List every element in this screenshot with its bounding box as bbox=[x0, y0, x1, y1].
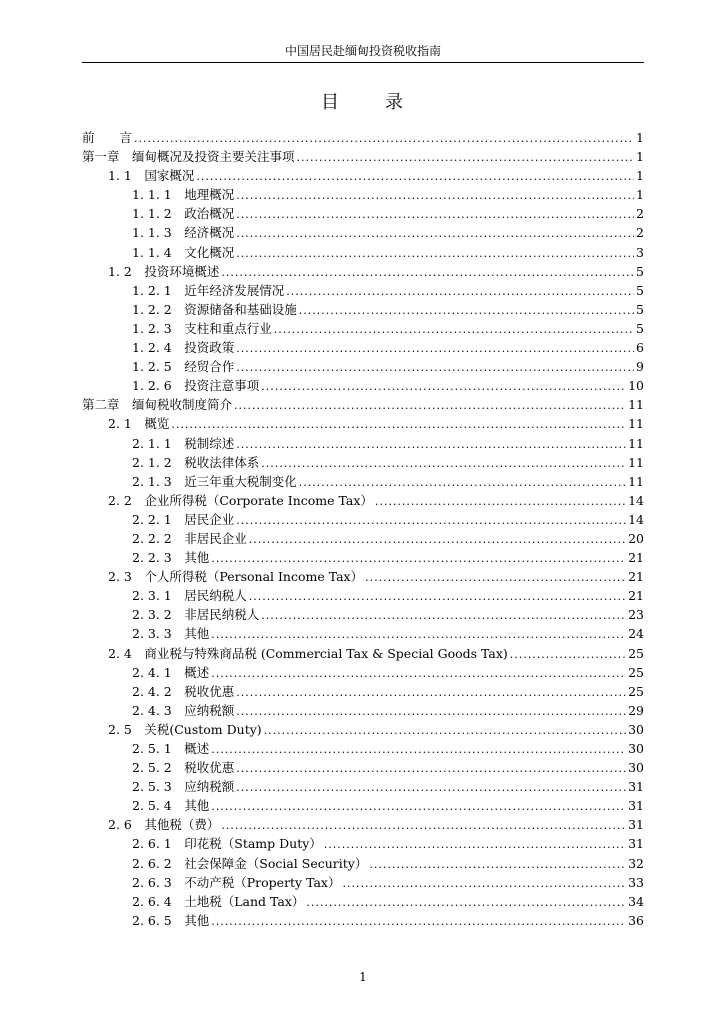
toc-entry-page: 5 bbox=[636, 263, 644, 279]
toc-dot-leader bbox=[211, 625, 626, 644]
toc-entry-page: 1 bbox=[636, 149, 644, 165]
toc-entry[interactable] bbox=[82, 854, 644, 873]
toc-entry-page: 11 bbox=[628, 454, 644, 470]
toc-entry-page: 34 bbox=[628, 893, 644, 909]
toc-entry-page: 3 bbox=[636, 244, 644, 260]
toc-dot-leader bbox=[134, 129, 634, 148]
toc-dot-leader bbox=[306, 893, 626, 912]
toc-entry-label: 1. 1. 4 文化概况 bbox=[132, 244, 235, 260]
toc-dot-leader bbox=[261, 606, 626, 625]
toc-entry-label: 2. 4. 2 税收优惠 bbox=[132, 683, 235, 699]
toc-dot-leader bbox=[236, 511, 626, 530]
toc-dot-leader bbox=[299, 473, 626, 492]
toc-entry-label: 1. 2 投资环境概述 bbox=[108, 263, 220, 279]
toc-entry-label: 2. 3 个人所得税（Personal Income Tax） bbox=[108, 569, 364, 585]
toc-entry[interactable] bbox=[82, 624, 644, 643]
toc-entry-label: 1. 2. 4 投资政策 bbox=[132, 340, 235, 356]
toc-dot-leader bbox=[236, 205, 634, 224]
toc-entry-page: 31 bbox=[628, 817, 644, 833]
toc-entry-label: 2. 4. 3 应纳税额 bbox=[132, 702, 235, 718]
toc-dot-leader bbox=[375, 492, 626, 511]
toc-dot-leader bbox=[236, 759, 626, 778]
toc-entry-page: 2 bbox=[636, 206, 644, 222]
toc-entry-page: 33 bbox=[628, 874, 644, 890]
toc-entry-label: 2. 1. 2 税收法律体系 bbox=[132, 454, 260, 470]
toc-dot-leader bbox=[221, 263, 634, 282]
toc-entry[interactable] bbox=[82, 815, 644, 834]
toc-entry-label: 第一章 缅甸概况及投资主要关注事项 bbox=[82, 149, 295, 165]
toc-entry-page: 31 bbox=[628, 836, 644, 852]
toc-entry[interactable] bbox=[82, 128, 644, 147]
toc-entry-page: 5 bbox=[636, 320, 644, 336]
toc-entry[interactable] bbox=[82, 739, 644, 758]
toc-entry[interactable] bbox=[82, 262, 644, 281]
toc-entry-page: 2 bbox=[636, 225, 644, 241]
toc-entry-page: 30 bbox=[628, 760, 644, 776]
header-divider bbox=[82, 62, 644, 63]
toc-entry[interactable] bbox=[82, 281, 644, 300]
toc-entry-page: 25 bbox=[628, 645, 644, 661]
toc-dot-leader bbox=[236, 778, 626, 797]
toc-dot-leader bbox=[324, 835, 626, 854]
toc-dot-leader bbox=[171, 415, 626, 434]
toc-entry-page: 1 bbox=[636, 187, 644, 203]
toc-entry-page: 10 bbox=[628, 378, 644, 394]
toc-entry-page: 11 bbox=[628, 397, 644, 413]
toc-entry-label: 2. 3. 3 其他 bbox=[132, 626, 210, 642]
toc-entry-page: 5 bbox=[636, 301, 644, 317]
toc-entry-page: 11 bbox=[628, 435, 644, 451]
toc-entry[interactable] bbox=[82, 376, 644, 395]
toc-dot-leader bbox=[369, 855, 626, 874]
toc-entry[interactable] bbox=[82, 777, 644, 796]
toc-dot-leader bbox=[211, 549, 626, 568]
toc-entry-label: 1. 1. 3 经济概况 bbox=[132, 225, 235, 241]
toc-dot-leader bbox=[342, 874, 626, 893]
toc-entry-label: 2. 4 商业税与特殊商品税 (Commercial Tax & Special Goods Tax) bbox=[108, 645, 508, 661]
toc-dot-leader bbox=[261, 454, 626, 473]
toc-title-right: 录 bbox=[385, 92, 405, 113]
toc-entry-page: 21 bbox=[628, 550, 644, 566]
toc-dot-leader bbox=[261, 377, 626, 396]
toc-dot-leader bbox=[274, 320, 634, 339]
toc-entry[interactable] bbox=[82, 319, 644, 338]
page-number: 1 bbox=[359, 970, 367, 984]
toc-entry[interactable] bbox=[82, 204, 644, 223]
toc-entry[interactable] bbox=[82, 586, 644, 605]
toc-entry[interactable] bbox=[82, 529, 644, 548]
toc-entry-label: 1. 1 国家概况 bbox=[108, 168, 195, 184]
toc-entry[interactable] bbox=[82, 701, 644, 720]
toc-dot-leader bbox=[196, 167, 634, 186]
toc-entry-label: 2. 5. 2 税收优惠 bbox=[132, 760, 235, 776]
toc-entry-label: 2. 5. 3 应纳税额 bbox=[132, 779, 235, 795]
toc-entry-page: 20 bbox=[628, 530, 644, 546]
toc-dot-leader bbox=[221, 816, 626, 835]
toc-entry-page: 5 bbox=[636, 282, 644, 298]
toc-entry-page: 23 bbox=[628, 607, 644, 623]
toc-entry-page: 11 bbox=[628, 473, 644, 489]
toc-entry[interactable] bbox=[82, 892, 644, 911]
toc-dot-leader bbox=[234, 396, 626, 415]
toc-entry[interactable] bbox=[82, 567, 644, 586]
toc-entry-label: 1. 2. 3 支柱和重点行业 bbox=[132, 320, 272, 336]
toc-entry-label: 2. 1. 1 税制综述 bbox=[132, 435, 235, 451]
toc-entry-page: 14 bbox=[628, 511, 644, 527]
toc-entry-page: 24 bbox=[628, 626, 644, 642]
toc-entry-label: 2. 5 关税(Custom Duty) bbox=[108, 721, 262, 737]
toc-entry-page: 25 bbox=[628, 664, 644, 680]
toc-dot-leader bbox=[249, 587, 626, 606]
toc-dot-leader bbox=[211, 912, 626, 931]
toc-entry-label: 2. 5. 4 其他 bbox=[132, 798, 210, 814]
toc-entry[interactable] bbox=[82, 663, 644, 682]
toc-dot-leader bbox=[264, 721, 626, 740]
toc-entry-label: 前 言 bbox=[82, 130, 133, 145]
toc-dot-leader bbox=[236, 435, 626, 454]
toc-dot-leader bbox=[211, 797, 626, 816]
toc-dot-leader bbox=[236, 224, 634, 243]
toc-entry[interactable] bbox=[82, 758, 644, 777]
toc-entry[interactable] bbox=[82, 834, 644, 853]
toc-entry[interactable] bbox=[82, 434, 644, 453]
toc-entry-page: 32 bbox=[628, 855, 644, 871]
toc-entry-label: 2. 2. 3 其他 bbox=[132, 550, 210, 566]
toc-entry-label: 2. 6 其他税（费） bbox=[108, 817, 220, 833]
toc-entry-page: 21 bbox=[628, 569, 644, 585]
toc-entry[interactable] bbox=[82, 185, 644, 204]
toc-entry[interactable] bbox=[82, 644, 644, 663]
toc-entry-page: 1 bbox=[636, 168, 644, 184]
toc-entry-label: 2. 4. 1 概述 bbox=[132, 664, 210, 680]
toc-dot-leader bbox=[510, 645, 626, 664]
toc-entry-label: 2. 2. 2 非居民企业 bbox=[132, 530, 247, 546]
toc-dot-leader bbox=[249, 530, 626, 549]
toc-entry-label: 2. 3. 1 居民纳税人 bbox=[132, 588, 247, 604]
toc-entry-label: 2. 2. 1 居民企业 bbox=[132, 511, 235, 527]
toc-entry[interactable] bbox=[82, 548, 644, 567]
toc-entry-label: 2. 6. 4 土地税（Land Tax） bbox=[132, 893, 305, 909]
toc-entry-label: 2. 2 企业所得税（Corporate Income Tax） bbox=[108, 492, 373, 508]
toc-entry[interactable] bbox=[82, 338, 644, 357]
toc-entry[interactable] bbox=[82, 682, 644, 701]
toc-entry[interactable] bbox=[82, 491, 644, 510]
toc-entry[interactable] bbox=[82, 357, 644, 376]
toc-entry-label: 2. 1. 3 近三年重大税制变化 bbox=[132, 473, 297, 489]
toc-dot-leader bbox=[236, 702, 626, 721]
toc-title-left: 目 bbox=[321, 92, 341, 113]
table-of-contents bbox=[82, 128, 644, 930]
toc-entry[interactable] bbox=[82, 605, 644, 624]
toc-dot-leader bbox=[236, 683, 626, 702]
toc-entry-label: 1. 1. 2 政治概况 bbox=[132, 206, 235, 222]
toc-entry[interactable] bbox=[82, 300, 644, 319]
toc-entry-page: 11 bbox=[628, 416, 644, 432]
toc-dot-leader bbox=[299, 301, 634, 320]
toc-entry[interactable] bbox=[82, 223, 644, 242]
toc-entry-label: 2. 6. 1 印花税（Stamp Duty） bbox=[132, 836, 322, 852]
toc-entry-label: 2. 1 概览 bbox=[108, 416, 170, 432]
toc-entry-label: 2. 5. 1 概述 bbox=[132, 741, 210, 756]
toc-entry-label: 2. 3. 2 非居民纳税人 bbox=[132, 607, 260, 623]
toc-entry[interactable] bbox=[82, 472, 644, 491]
toc-entry-label: 1. 2. 5 经贸合作 bbox=[132, 359, 235, 375]
toc-entry[interactable] bbox=[82, 873, 644, 892]
page-header-title: 中国居民赴缅甸投资税收指南 bbox=[284, 44, 441, 58]
toc-entry-label: 2. 6. 3 不动产税（Property Tax） bbox=[132, 874, 341, 890]
toc-entry-page: 21 bbox=[628, 588, 644, 604]
toc-dot-leader bbox=[236, 339, 634, 358]
toc-dot-leader bbox=[236, 186, 634, 205]
toc-entry-label: 2. 6. 5 其他 bbox=[132, 912, 210, 928]
toc-entry-label: 1. 2. 2 资源储备和基础设施 bbox=[132, 301, 297, 317]
toc-entry-page: 29 bbox=[628, 702, 644, 718]
toc-entry-page: 30 bbox=[628, 721, 644, 737]
toc-entry-page: 30 bbox=[628, 741, 644, 756]
toc-entry[interactable] bbox=[82, 796, 644, 815]
toc-entry-label: 1. 2. 6 投资注意事项 bbox=[132, 378, 260, 394]
toc-entry-label: 2. 6. 2 社会保障金（Social Security） bbox=[132, 855, 368, 871]
toc-entry-page: 31 bbox=[628, 798, 644, 814]
toc-entry-page: 6 bbox=[636, 340, 644, 356]
toc-dot-leader bbox=[211, 664, 626, 683]
toc-entry[interactable] bbox=[82, 166, 644, 185]
toc-entry-label: 1. 2. 1 近年经济发展情况 bbox=[132, 282, 285, 298]
toc-entry-page: 25 bbox=[628, 683, 644, 699]
toc-entry-label: 第二章 缅甸税收制度简介 bbox=[82, 397, 233, 413]
toc-entry-page: 1 bbox=[636, 130, 644, 145]
toc-entry[interactable] bbox=[82, 911, 644, 930]
toc-dot-leader bbox=[236, 358, 634, 377]
toc-dot-leader bbox=[236, 244, 634, 263]
toc-entry[interactable] bbox=[82, 243, 644, 262]
toc-entry[interactable] bbox=[82, 414, 644, 433]
toc-entry-page: 31 bbox=[628, 779, 644, 795]
toc-entry[interactable] bbox=[82, 147, 644, 166]
toc-entry[interactable] bbox=[82, 395, 644, 414]
toc-title bbox=[82, 92, 644, 114]
toc-entry-page: 36 bbox=[628, 912, 644, 928]
toc-entry[interactable] bbox=[82, 510, 644, 529]
toc-dot-leader bbox=[211, 740, 626, 759]
toc-dot-leader bbox=[365, 568, 626, 587]
toc-entry[interactable] bbox=[82, 453, 644, 472]
toc-dot-leader bbox=[297, 148, 634, 167]
toc-entry[interactable] bbox=[82, 720, 644, 739]
toc-entry-page: 14 bbox=[628, 492, 644, 508]
toc-dot-leader bbox=[286, 282, 634, 301]
toc-entry-page: 9 bbox=[636, 359, 644, 375]
toc-entry-label: 1. 1. 1 地理概况 bbox=[132, 187, 235, 203]
